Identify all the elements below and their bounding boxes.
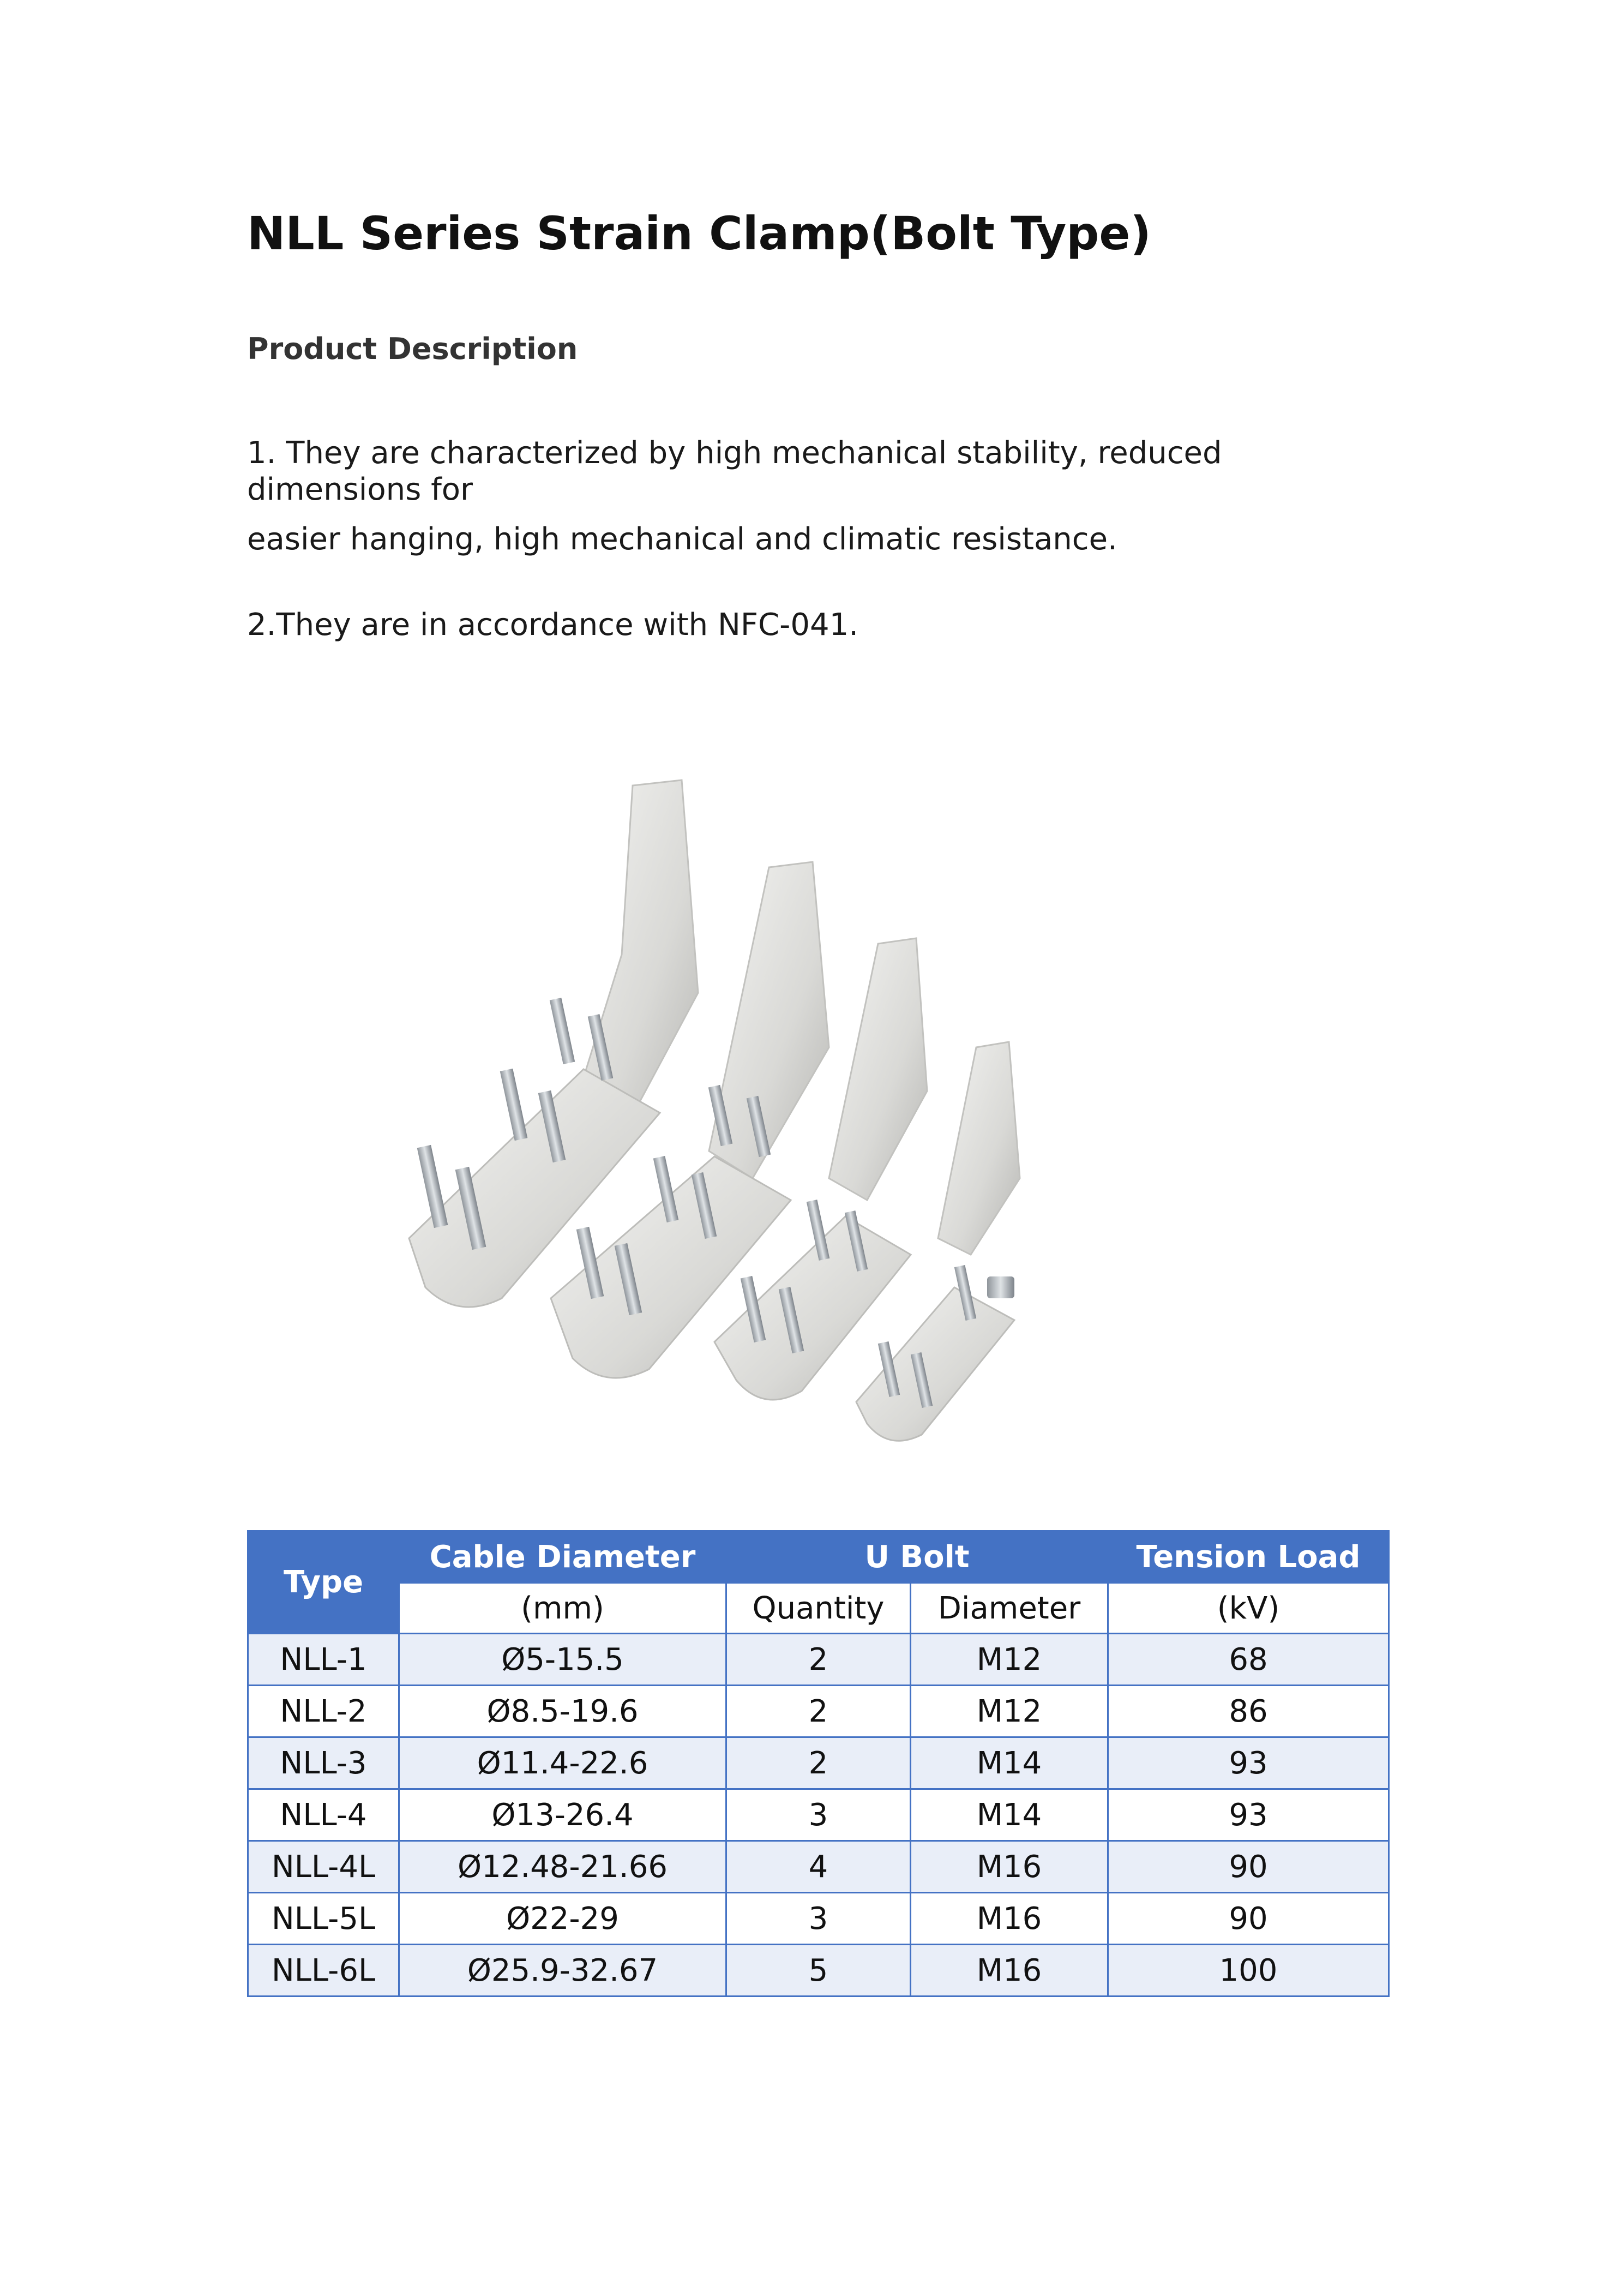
section-heading: Product Description: [247, 332, 578, 366]
cell-type: NLL-2: [248, 1686, 399, 1737]
cell-cable: Ø22-29: [399, 1893, 726, 1945]
col-tension-load: Tension Load: [1108, 1531, 1389, 1583]
cell-qty: 4: [726, 1841, 911, 1893]
cell-dia: M14: [911, 1737, 1108, 1789]
cell-type: NLL-4L: [248, 1841, 399, 1893]
cell-load: 90: [1108, 1893, 1389, 1945]
description-line-1: 1. They are characterized by high mechanical stability, reduced dimensions for: [247, 435, 1222, 508]
cell-type: NLL-5L: [248, 1893, 399, 1945]
cell-qty: 5: [726, 1945, 911, 1997]
table-row: [248, 1893, 1389, 1945]
cell-qty: 2: [726, 1634, 911, 1686]
table-row: [248, 1686, 1389, 1737]
cell-qty: 2: [726, 1737, 911, 1789]
col-type: Type: [248, 1531, 399, 1634]
cell-load: 68: [1108, 1634, 1389, 1686]
cell-load: 90: [1108, 1841, 1389, 1893]
cell-load: 93: [1108, 1789, 1389, 1841]
cell-cable: Ø5-15.5: [399, 1634, 726, 1686]
cell-type: NLL-6L: [248, 1945, 399, 1997]
cell-load: 93: [1108, 1737, 1389, 1789]
cell-dia: M12: [911, 1686, 1108, 1737]
cell-cable: Ø25.9-32.67: [399, 1945, 726, 1997]
cell-cable: Ø8.5-19.6: [399, 1686, 726, 1737]
page-title: NLL Series Strain Clamp(Bolt Type): [247, 207, 1151, 260]
cell-cable: Ø12.48-21.66: [399, 1841, 726, 1893]
description-line-2: easier hanging, high mechanical and climatic resistance.: [247, 521, 1117, 557]
subcol-quantity: Quantity: [726, 1583, 911, 1634]
cell-qty: 2: [726, 1686, 911, 1737]
cell-type: NLL-3: [248, 1737, 399, 1789]
cell-load: 86: [1108, 1686, 1389, 1737]
cell-qty: 3: [726, 1893, 911, 1945]
cell-dia: M16: [911, 1893, 1108, 1945]
cell-dia: M14: [911, 1789, 1108, 1841]
cell-dia: M16: [911, 1945, 1108, 1997]
table-row: [248, 1789, 1389, 1841]
subcol-diameter: Diameter: [911, 1583, 1108, 1634]
col-u-bolt: U Bolt: [726, 1531, 1108, 1583]
table-row: [248, 1841, 1389, 1893]
cell-qty: 3: [726, 1789, 911, 1841]
cell-type: NLL-1: [248, 1634, 399, 1686]
description-line-3: 2.They are in accordance with NFC-041.: [247, 607, 859, 643]
cell-cable: Ø13-26.4: [399, 1789, 726, 1841]
cell-dia: M16: [911, 1841, 1108, 1893]
cell-type: NLL-4: [248, 1789, 399, 1841]
cell-dia: M12: [911, 1634, 1108, 1686]
cell-load: 100: [1108, 1945, 1389, 1997]
cell-cable: Ø11.4-22.6: [399, 1737, 726, 1789]
table-row: [248, 1737, 1389, 1789]
subcol-load-unit: (kV): [1108, 1583, 1389, 1634]
product-image: [376, 764, 1140, 1446]
table-row: [248, 1945, 1389, 1997]
table-row: [248, 1634, 1389, 1686]
col-cable-diameter: Cable Diameter: [399, 1531, 726, 1583]
subcol-cable-unit: (mm): [399, 1583, 726, 1634]
spec-table: [247, 1530, 1390, 1997]
